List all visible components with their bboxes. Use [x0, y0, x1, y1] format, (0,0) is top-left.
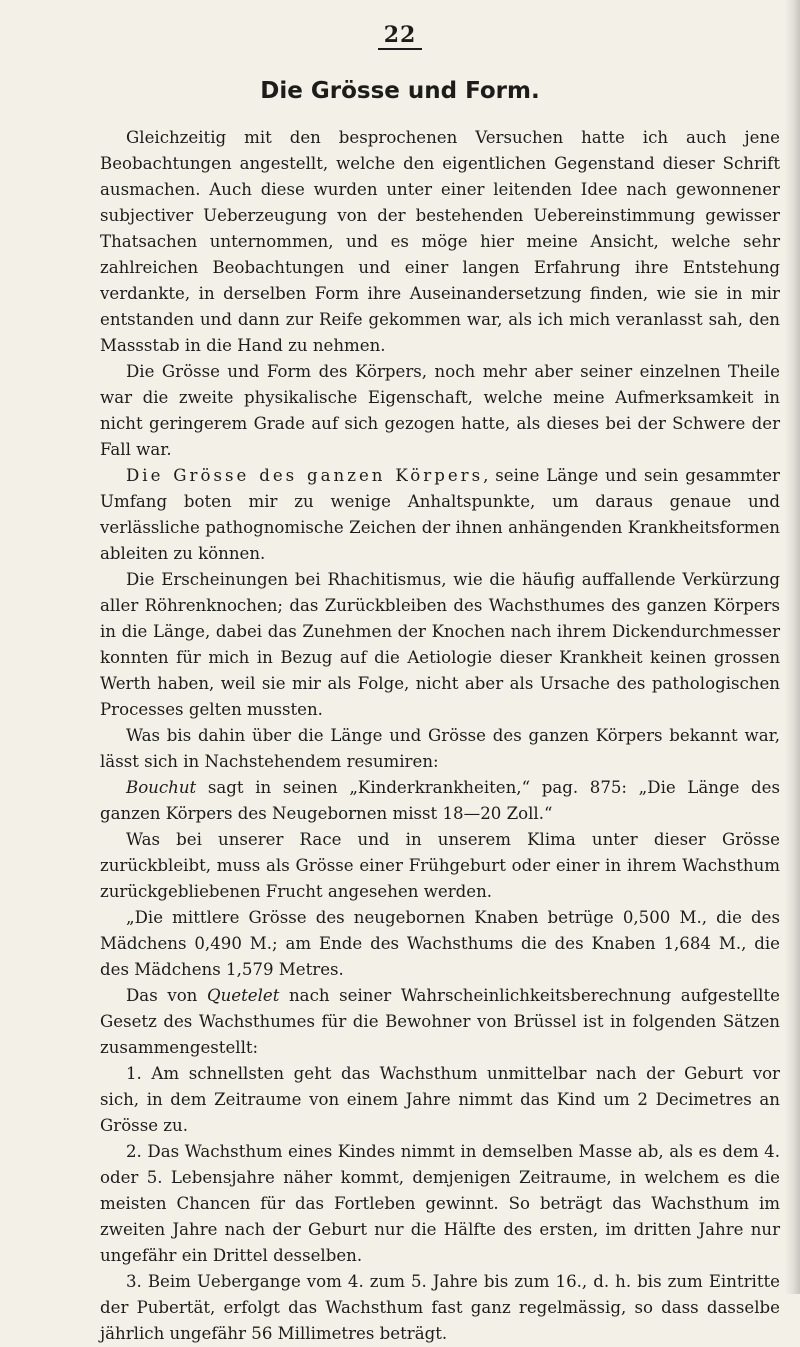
paragraph: „Die mittlere Grösse des neugebornen Knaben betrüge 0,500 M., die des Mädchens 0,490 M.; am Ende des Wachsthums die des Knaben 1,684 M., die des Mädchens 1,579 Metres.: [100, 908, 780, 979]
chapter-title: Die Grösse und Form.: [260, 78, 540, 104]
paragraph: [100, 775, 780, 827]
paragraph-rest: sagt in seinen „Kinderkrankheiten,“ pag. 875: „Die Länge des ganzen Körpers des Neugebornen misst 18—20 Zoll.“: [100, 778, 780, 823]
page-number: [0, 22, 800, 48]
paragraph: Gleichzeitig mit den besprochenen Versuchen hatte ich auch jene Beobachtungen angestellt, welche den eigentlichen Gegenstand dieser Schrift ausmachen. Auch diese wurden unter einer leitenden Idee nach gewonnener subjectiver Ueberzeugung von der bestehenden Uebereinstimmung gewisser Thatsachen unternommen, und es möge hier meine Ansicht, welche sehr zahlreichen Beobachtungen und einer langen Erfahrung ihre Entstehung verdankte, in derselben Form ihre Auseinandersetzung finden, wie sie in mir entstanden und dann zur Reife gekommen war, als ich mich veranlasst sah, den Massstab in die Hand zu nehmen.: [100, 128, 780, 355]
paragraph: Was bei unserer Race und in unserem Klima unter dieser Grösse zurückbleibt, muss als Grösse einer Frühgeburt oder einer in ihrem Wachsthum zurückgebliebenen Frucht angesehen werden.: [100, 830, 780, 901]
page-edge-shadow: [784, 0, 800, 1294]
numbered-item: 3. Beim Uebergange vom 4. zum 5. Jahre bis zum 16., d. h. bis zum Eintritte der Pubertät, erfolgt das Wachsthum fast ganz regelmässig, so dass dasselbe jährlich ungefähr 56 Millimetres beträgt.: [100, 1272, 780, 1343]
spaced-emphasis: Die Grösse des ganzen Körpers: [126, 466, 484, 485]
paragraph: [100, 983, 780, 1061]
paragraph: [100, 463, 780, 567]
paragraph-start: Das von: [126, 986, 207, 1005]
paragraph: Die Grösse und Form des Körpers, noch mehr aber seiner einzelnen Theile war die zweite physikalische Eigenschaft, welche meine Aufmerksamkeit in nicht geringerem Grade auf sich gezogen hatte, als dieses bei der Schwere der Fall war.: [100, 362, 780, 459]
paragraph: Die Erscheinungen bei Rhachitismus, wie die häufig auffallende Verkürzung aller Röhrenknochen; das Zurückbleiben des Wachsthumes des ganzen Körpers in die Länge, dabei das Zunehmen der Knochen nach ihrem Dickendurchmesser konnten für mich in Bezug auf die Aetiologie dieser Krankheit keinen grossen Werth haben, weil sie mir als Folge, nicht aber als Ursache des pathologischen Processes gelten mussten.: [100, 570, 780, 719]
numbered-item: 2. Das Wachsthum eines Kindes nimmt in demselben Masse ab, als es dem 4. oder 5. Lebensjahre näher kommt, demjenigen Zeitraume, in welchem es die meisten Chancen für das Fortleben gewinnt. So beträgt das Wachsthum im zweiten Jahre nach der Geburt nur die Hälfte des ersten, im dritten Jahre nur ungefähr ein Drittel desselben.: [100, 1142, 780, 1265]
paragraph-rest: nach seiner Wahrscheinlichkeitsberechnung aufgestellte Gesetz des Wachsthumes für die Bewohner von Brüssel ist in folgenden Sätzen zusammengestellt:: [100, 986, 780, 1057]
numbered-item: 1. Am schnellsten geht das Wachsthum unmittelbar nach der Geburt vor sich, in dem Zeitraume von einem Jahre nimmt das Kind um 2 Decimetres an Grösse zu.: [100, 1064, 780, 1135]
page-number-text: 22: [378, 22, 423, 50]
paragraph: Was bis dahin über die Länge und Grösse des ganzen Körpers bekannt war, lässt sich in Nachstehendem resumiren:: [100, 726, 780, 771]
paragraph-rest: , seine Länge und sein gesammter Umfang boten mir zu wenige Anhaltspunkte, um daraus genaue und verlässliche pathognomische Zeichen der ihnen anhängenden Krankheitsformen ableiten zu können.: [100, 466, 780, 563]
body-text: [100, 125, 780, 1347]
author-name: Quetelet: [206, 986, 280, 1005]
author-name: Bouchut: [126, 778, 197, 797]
